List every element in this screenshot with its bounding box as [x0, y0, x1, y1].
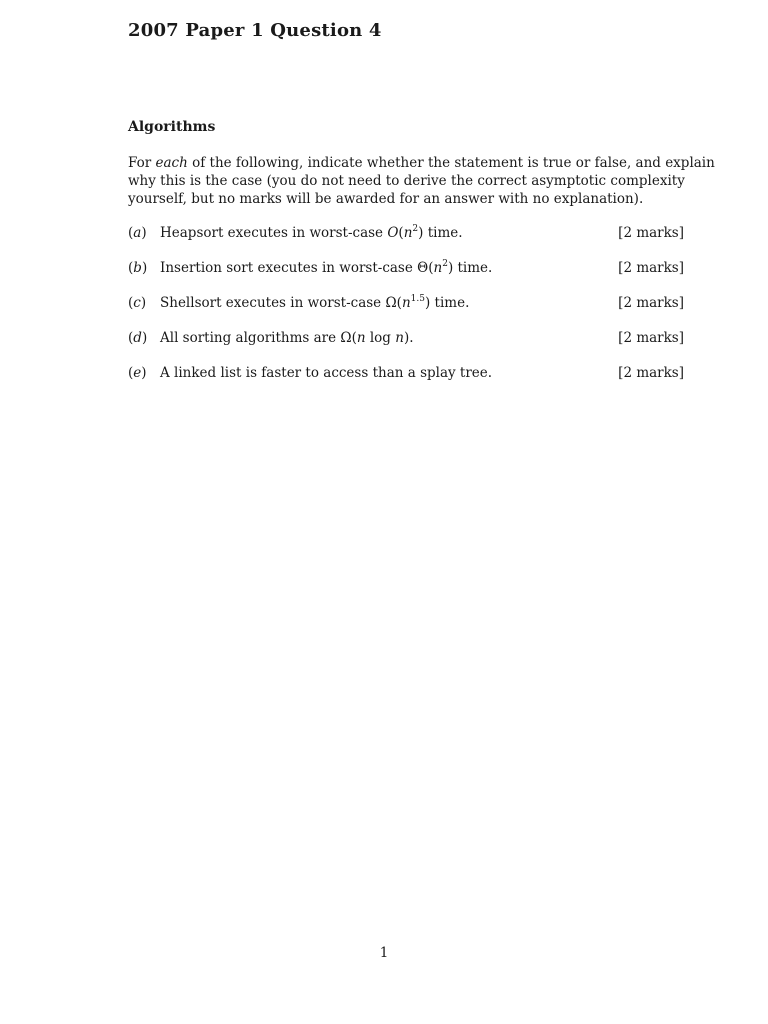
part-label-b: (b) [128, 260, 148, 276]
question-part-c [128, 294, 684, 329]
part-label-c: (c) [128, 295, 147, 311]
instructions-line-3: yourself, but no marks will be awarded for an answer with no explanation). [128, 191, 644, 207]
instructions-paragraph [128, 154, 715, 208]
part-label-d: (d) [128, 330, 148, 346]
part-label-e: (e) [128, 365, 147, 381]
part-text-b: Insertion sort executes in worst-case $\Theta(n^2)$ time. [160, 258, 493, 276]
question-part-d [128, 329, 684, 364]
part-marks-c: [2 marks] [618, 295, 684, 311]
instructions-prefix: For [128, 155, 156, 171]
instructions-line-1 [128, 154, 715, 172]
part-label-a: (a) [128, 225, 147, 241]
part-marks-e: [2 marks] [618, 365, 684, 381]
part-text-c: Shellsort executes in worst-case $\Omega(n^{1.5})$ time. [160, 293, 470, 311]
question-parts [128, 224, 684, 399]
page-number: 1 [379, 945, 389, 961]
page-title: 2007 Paper 1 Question 4 [128, 20, 382, 41]
instructions-line-1-rest: of the following, indicate whether the statement is true or false, and explain [187, 155, 715, 171]
part-marks-a: [2 marks] [618, 225, 684, 241]
section-heading: Algorithms [128, 119, 216, 135]
instructions-line-2: why this is the case (you do not need to derive the correct asymptotic complexity [128, 173, 685, 189]
part-marks-b: [2 marks] [618, 260, 684, 276]
instructions-emphasis: each [155, 155, 188, 171]
part-text-a: Heapsort executes in worst-case $O(n^2)$ time. [160, 223, 463, 241]
question-part-a [128, 224, 684, 259]
question-part-e [128, 364, 684, 399]
part-marks-d: [2 marks] [618, 330, 684, 346]
question-part-b [128, 259, 684, 294]
part-text-e: A linked list is faster to access than a splay tree. [160, 365, 493, 381]
part-text-d: All sorting algorithms are Ω(n log n). [160, 330, 414, 346]
